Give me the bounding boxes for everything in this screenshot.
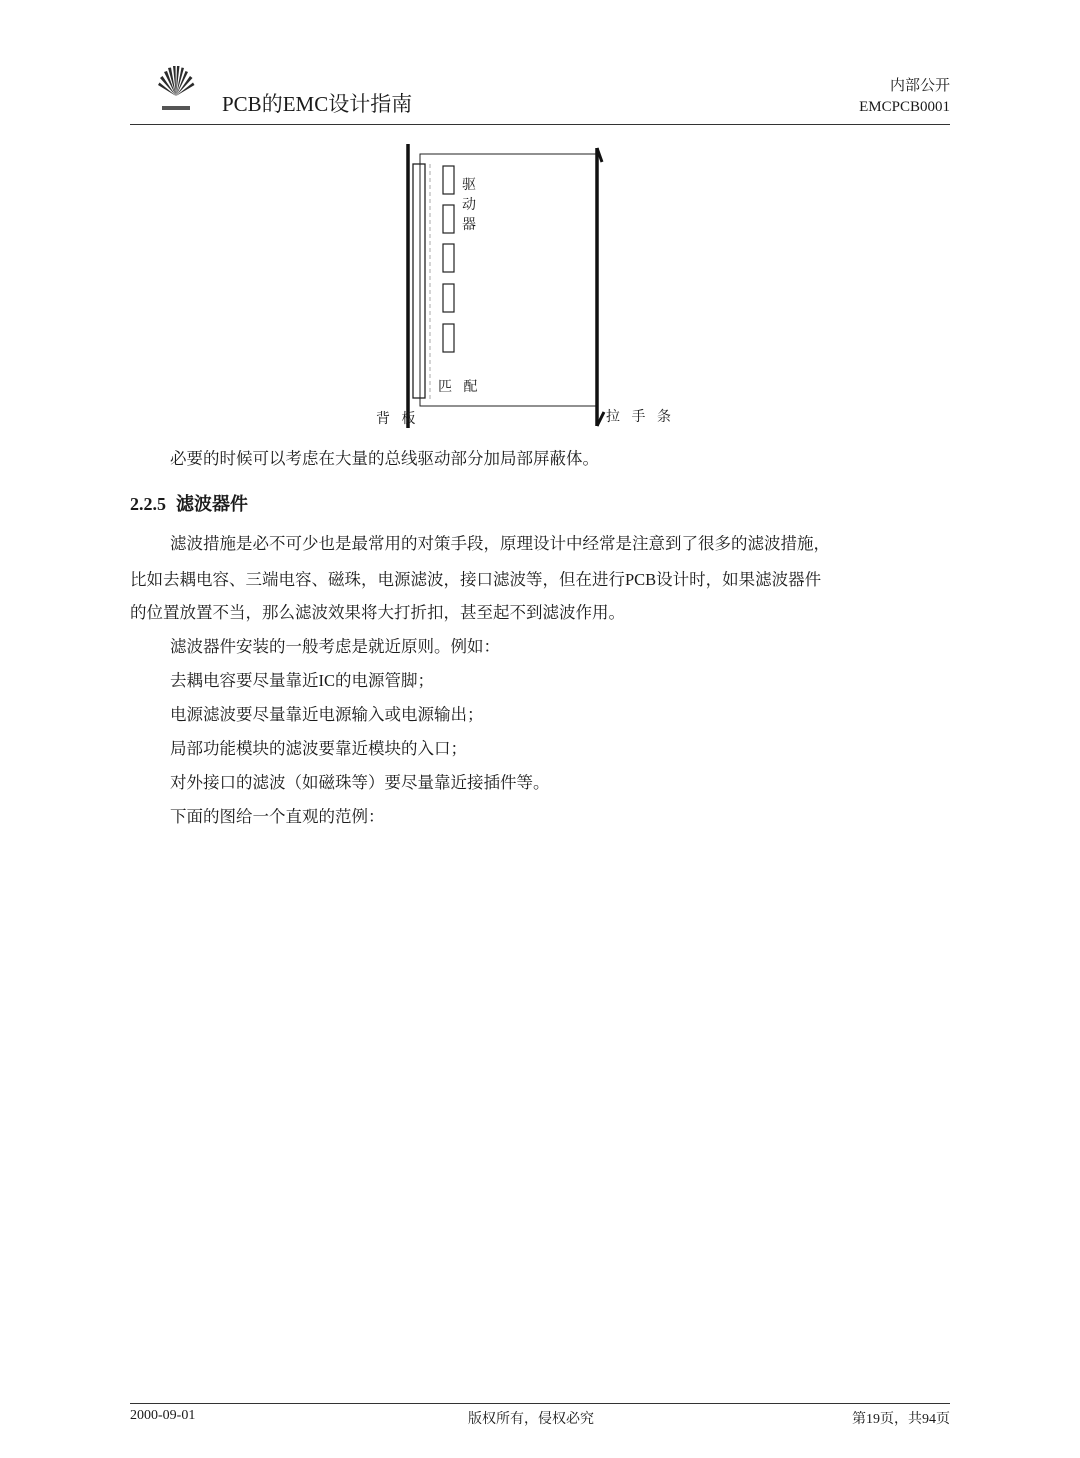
huawei-logo-icon xyxy=(156,62,196,118)
board-layout-figure xyxy=(360,138,690,438)
section-number: 2.2.5 xyxy=(130,494,166,514)
paragraph-line: 的位置放置不当，那么滤波效果将大打折扣，甚至起不到滤波作用。 xyxy=(130,603,625,622)
paragraph-line: 比如去耦电容、三端电容、磁珠，电源滤波，接口滤波等，但在进行PCB设计时，如果滤波器件 xyxy=(130,570,822,589)
footer-copyright: 版权所有，侵权必究 xyxy=(468,1412,594,1427)
paragraph-line: 滤波措施是必不可少也是最常用的对策手段，原理设计中经常是注意到了很多的滤波措施， xyxy=(170,534,830,553)
classification-label: 内部公开 xyxy=(889,78,950,94)
intro-line: 必要的时候可以考虑在大量的总线驱动部分加局部屏蔽体。 xyxy=(170,449,599,468)
page-header xyxy=(130,60,950,125)
paragraph-line: 滤波器件安装的一般考虑是就近原则。例如： xyxy=(170,637,500,656)
footer-page-info: 第19页，共94页 xyxy=(852,1412,950,1427)
section-title: 滤波器件 xyxy=(176,494,248,514)
backplane-label: 背 板 xyxy=(376,412,420,427)
board-outline xyxy=(420,154,597,406)
section-heading xyxy=(130,490,248,516)
board-layout-diagram xyxy=(360,138,690,438)
header-right-block xyxy=(859,76,950,118)
driver-label: 驱动器 xyxy=(462,178,476,233)
driver-chip xyxy=(443,244,454,272)
driver-chip xyxy=(443,284,454,312)
driver-chip xyxy=(443,166,454,194)
page-footer xyxy=(130,1403,950,1434)
driver-chip xyxy=(443,205,454,233)
document-title: PCB的EMC设计指南 xyxy=(222,92,413,116)
handle-label: 拉 手 条 xyxy=(606,410,675,425)
list-item: 电源滤波要尽量靠近电源输入或电源输出； xyxy=(170,705,484,724)
list-item: 下面的图给一个直观的范例： xyxy=(170,807,385,826)
connector-strip xyxy=(413,164,425,398)
list-item: 对外接口的滤波（如磁珠等）要尽量靠近接插件等。 xyxy=(170,773,550,792)
list-item: 局部功能模块的滤波要靠近模块的入口； xyxy=(170,739,467,758)
driver-chip xyxy=(443,324,454,352)
match-label: 匹 配 xyxy=(438,380,482,395)
document-code: EMCPCB0001 xyxy=(859,99,950,115)
footer-date: 2000-09-01 xyxy=(130,1408,196,1423)
list-item: 去耦电容要尽量靠近IC的电源管脚； xyxy=(170,671,434,690)
